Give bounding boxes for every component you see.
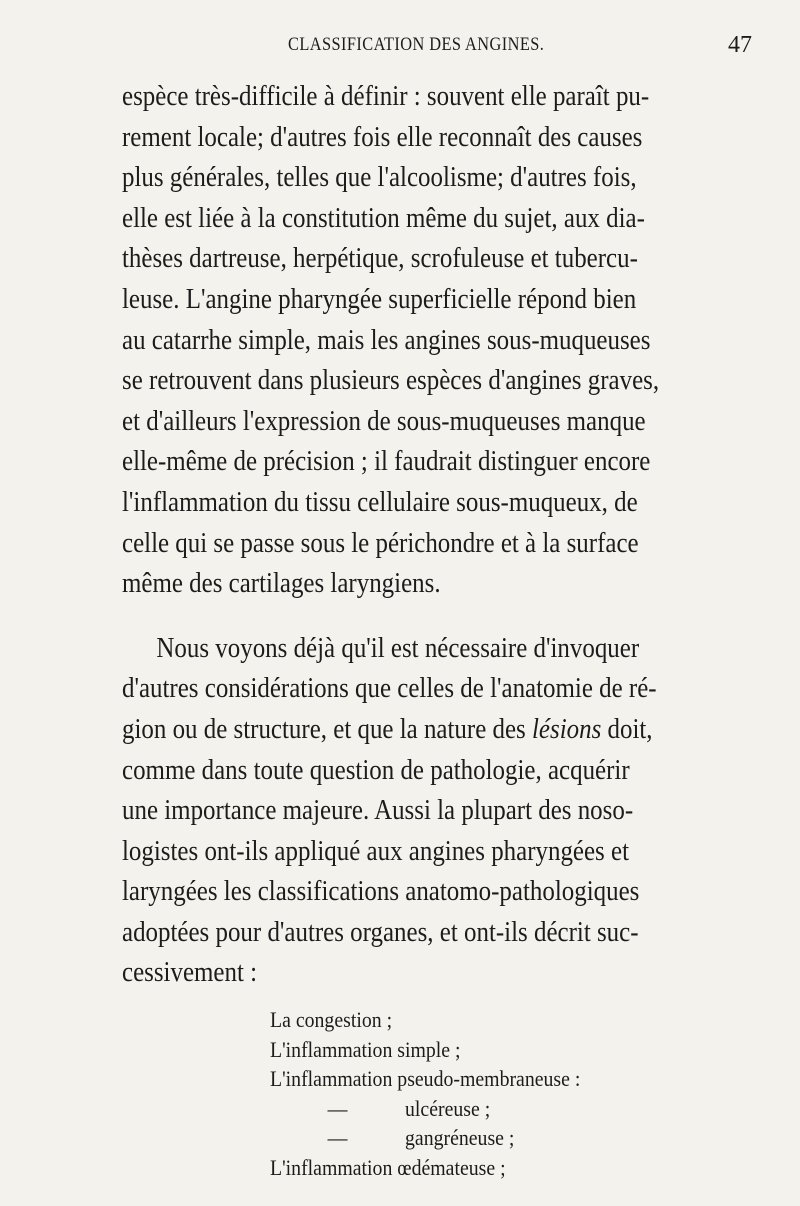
text-line: plus générales, telles que l'alcoolisme; d'autres fois, [122, 161, 637, 194]
text-line: l'inflammation du tissu cellulaire sous-muqueux, de [122, 485, 638, 518]
body-text [122, 76, 762, 993]
text-line: thèses dartreuse, herpétique, scrofuleuse et tubercu- [122, 242, 638, 275]
text-line: laryngées les classifications anatomo-pathologiques [122, 875, 640, 908]
list-item [270, 1123, 648, 1153]
text-line: au catarrhe simple, mais les angines sous-muqueuses [122, 323, 651, 356]
text-line: celle qui se passe sous le périchondre et à la surface [122, 526, 639, 559]
paragraph-gap [122, 604, 762, 628]
running-head [0, 32, 800, 62]
text-fragment: gion ou de structure, et que la nature des [122, 712, 532, 745]
text-line: espèce très-difficile à définir : souvent elle paraît pu- [122, 80, 650, 112]
text-line: logistes ont-ils appliqué aux angines pharyngées et [122, 834, 629, 867]
text-line: une importance majeure. Aussi la plupart des noso- [122, 794, 634, 827]
ditto-dash: — [327, 1095, 348, 1121]
text-line: leuse. L'angine pharyngée superficielle répond bien [122, 282, 637, 315]
list-item-label: gangréneuse ; [405, 1125, 515, 1150]
paragraph-2 [122, 628, 762, 993]
text-line: adoptées pour d'autres organes, et ont-ils décrit suc- [122, 915, 639, 948]
running-head-title: CLASSIFICATION DES ANGINES. [288, 34, 545, 55]
text-line: elle est liée à la constitution même du sujet, aux dia- [122, 201, 645, 234]
text-line: cessivement : [122, 956, 258, 989]
list-item: L'inflammation œdémateuse ; [270, 1154, 506, 1180]
list-item-label: ulcéreuse ; [405, 1095, 491, 1121]
classification-list [270, 1005, 690, 1182]
text-line: comme dans toute question de pathologie, acquérir [122, 753, 630, 786]
text-fragment: doit, [601, 712, 653, 745]
list-item: La congestion ; [270, 1007, 393, 1032]
text-line: elle-même de précision ; il faudrait distinguer encore [122, 445, 651, 478]
ditto-dash: — [327, 1125, 348, 1150]
text-line: même des cartilages laryngiens. [122, 567, 441, 600]
page-number: 47 [728, 32, 752, 58]
list-item: L'inflammation simple ; [270, 1036, 461, 1062]
text-line: d'autres considérations que celles de l'anatomie de ré- [122, 672, 657, 705]
text-line: rement locale; d'autres fois elle reconnaît des causes [122, 120, 643, 153]
text-line: se retrouvent dans plusieurs espèces d'angines graves, [122, 364, 660, 397]
list-item: L'inflammation pseudo-membraneuse : [270, 1066, 581, 1091]
text-line [122, 709, 672, 750]
text-line: Nous voyons déjà qu'il est nécessaire d'invoquer [156, 631, 640, 664]
paragraph-1 [122, 76, 762, 604]
list-item [270, 1094, 648, 1124]
text-line: et d'ailleurs l'expression de sous-muqueuses manque [122, 404, 646, 437]
emphasis-lesions: lésions [531, 712, 602, 745]
